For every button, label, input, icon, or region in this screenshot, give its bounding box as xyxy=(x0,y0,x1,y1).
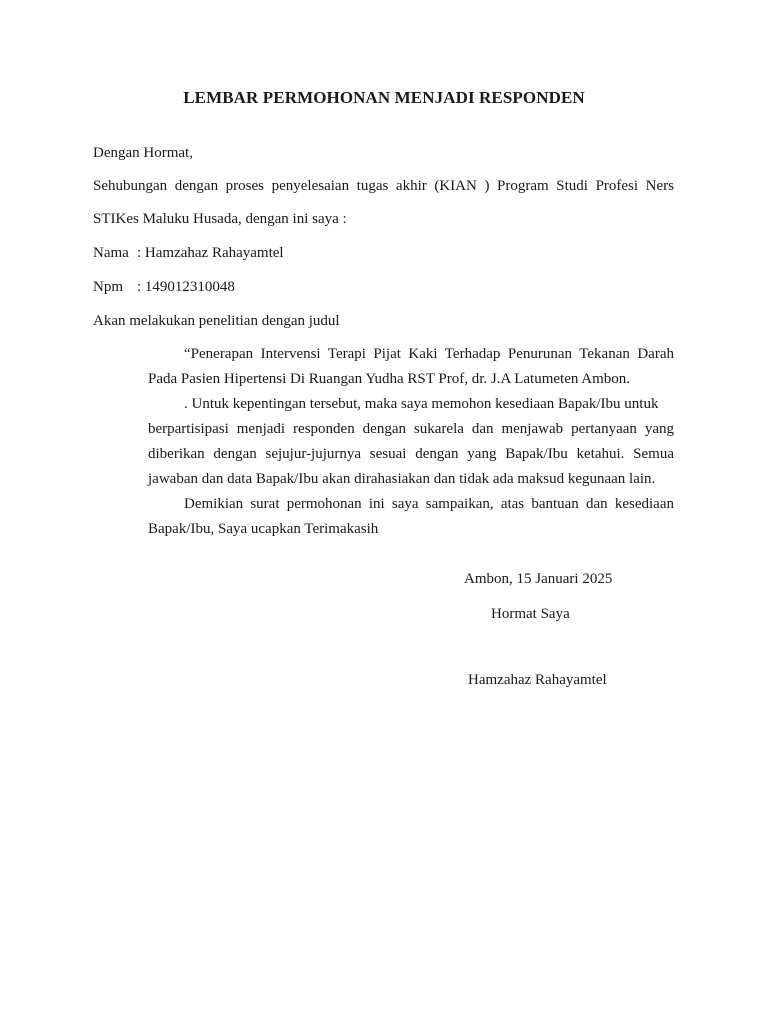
npm-value: : 149012310048 xyxy=(137,279,235,295)
intro-line-1: Sehubungan dengan proses penyelesaian tugas akhir (KIAN ) Program Studi Profesi Ners xyxy=(93,178,674,194)
npm-row xyxy=(93,279,235,296)
request-line-2: berpartisipasi menjadi responden dengan sukarela dan menjawab pertanyaan yang xyxy=(148,421,674,437)
npm-label: Npm xyxy=(93,279,123,295)
document-title: LEMBAR PERMOHONAN MENJADI RESPONDEN xyxy=(183,88,585,107)
signer-name: Hamzahaz Rahayamtel xyxy=(468,672,607,688)
request-line-3: diberikan dengan sejujur-jujurnya sesuai dengan yang Bapak/Ibu ketahui. Semua xyxy=(148,446,674,462)
name-label: Nama xyxy=(93,245,129,261)
name-value: : Hamzahaz Rahayamtel xyxy=(137,245,284,261)
name-row xyxy=(93,245,284,262)
request-line-1: . Untuk kepentingan tersebut, maka saya memohon kesediaan Bapak/Ibu untuk xyxy=(184,396,659,412)
research-title-line-2: Pada Pasien Hipertensi Di Ruangan Yudha RST Prof, dr. J.A Latumeten Ambon. xyxy=(148,371,631,387)
greeting: Dengan Hormat, xyxy=(93,145,193,161)
intro-line-2: STIKes Maluku Husada, dengan ini saya : xyxy=(93,211,347,227)
regards: Hormat Saya xyxy=(491,606,570,622)
research-intro: Akan melakukan penelitian dengan judul xyxy=(93,313,340,329)
request-line-4: jawaban dan data Bapak/Ibu akan dirahasiakan dan tidak ada maksud kegunaan lain. xyxy=(148,471,656,487)
closing-line-2: Bapak/Ibu, Saya ucapkan Terimakasih xyxy=(148,521,379,537)
research-title-line-1: “Penerapan Intervensi Terapi Pijat Kaki Terhadap Penurunan Tekanan Darah xyxy=(184,346,674,362)
place-date: Ambon, 15 Januari 2025 xyxy=(464,571,613,587)
closing-line-1: Demikian surat permohonan ini saya sampaikan, atas bantuan dan kesediaan xyxy=(184,496,674,512)
